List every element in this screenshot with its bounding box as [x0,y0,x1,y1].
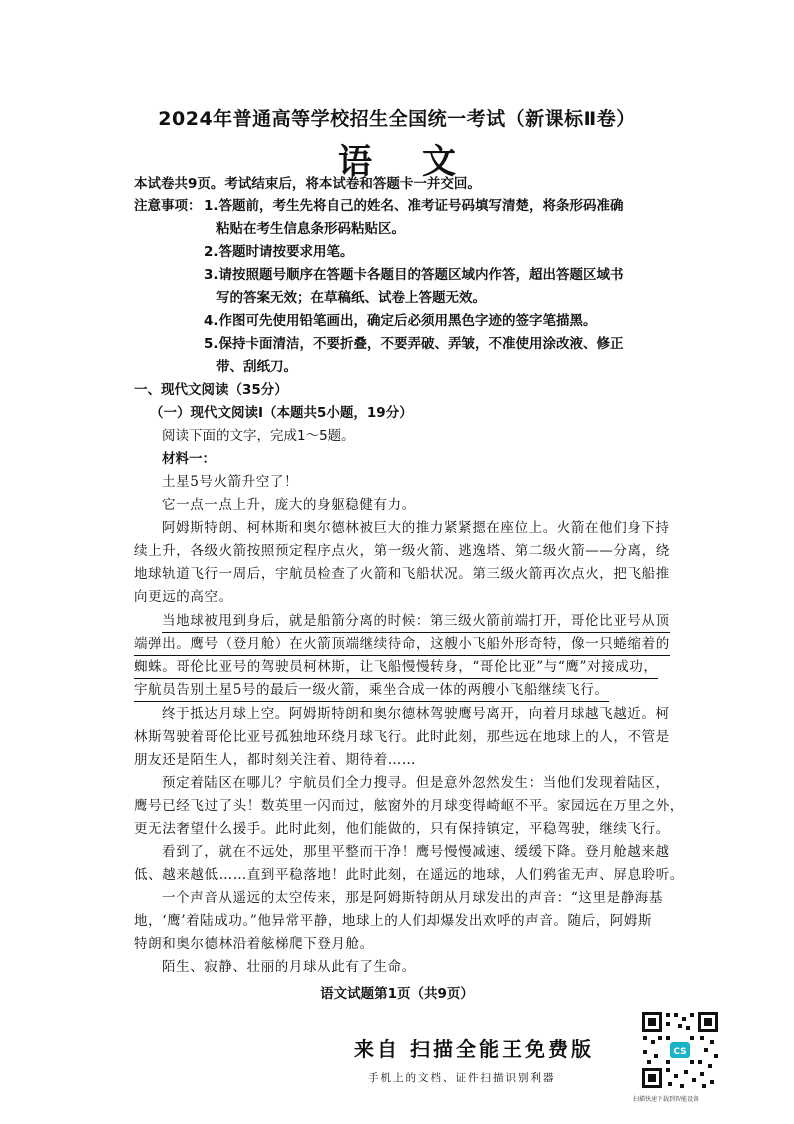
section-subheading: （一）现代文阅读Ⅰ（本题共5小题，19分） [150,405,413,421]
scanner-watermark: 来自 扫描全能王免费版 [354,1037,594,1061]
notice-label: 注意事项： [134,198,202,214]
passage-line: 陌生、寂静、壮丽的月球从此有了生命。 [162,959,416,975]
passage-line: 林斯驾驶着哥伦比亚号孤独地环绕月球飞行。此时此刻，那些远在地球上的人，不管是 [134,729,670,745]
passage-line: 地球轨道飞行一周后，宇航员检查了火箭和飞船状况。第三级火箭再次点火，把飞船推 [134,566,670,582]
passage-line: 续上升，各级火箭按照预定程序点火，第一级火箭、逃逸塔、第二级火箭——分离，绕 [134,543,670,559]
notice-item: 粘贴在考生信息条形码粘贴区。 [216,221,405,237]
passage-line: 它一点一点上升，庞大的身躯稳健有力。 [162,497,416,513]
underlined-line: 当地球被甩到身后，就是船箭分离的时候：第三级火箭前端打开，哥伦比亚号从顶 [162,611,670,633]
scanner-watermark-subtitle: 手机上的文档、证件扫描识别利器 [368,1072,556,1084]
passage-line: 特朗和奥尔德林沿着舷梯爬下登月舱。 [134,936,374,952]
passage-line: 鹰号已经飞过了头！数英里一闪而过，舷窗外的月球变得崎岖不平。家园远在万里之外， [134,798,684,814]
qr-code-icon [640,1010,720,1090]
page-footer: 语文试题第1页（共9页） [320,986,474,1002]
passage-line: 阿姆斯特朗、柯林斯和奥尔德林被巨大的推力紧紧摁在座位上。火箭在他们身下持 [162,520,670,536]
subject-char-1: 语 [338,142,372,182]
passage-line: 地，‘鹰’着陆成功。”他异常平静，地球上的人们却爆发出欢呼的声音。随后，阿姆斯 [134,913,653,929]
notice-item: 5.保持卡面清洁，不要折叠，不要弄破、弄皱，不准使用涂改液、修正 [204,336,624,352]
notice-item: 3.请按照题号顺序在答题卡各题目的答题区域内作答，超出答题区域书 [204,267,624,283]
passage-line: 低、越来越低……直到平稳落地！此时此刻，在遥远的地球，人们鸦雀无声、屏息聆听。 [134,867,684,883]
exam-title: 2024年普通高等学校招生全国统一考试（新课标Ⅱ卷） [158,108,636,130]
notice-item: 1.答题前，考生先将自己的姓名、准考证号码填写清楚，将条形码准确 [204,198,624,214]
section-heading: 一、现代文阅读（35分） [134,382,288,398]
subject-char-2: 文 [422,142,456,182]
underlined-line: 端弹出。鹰号（登月舱）在火箭顶端继续待命，这艘小飞船外形奇特，像一只蜷缩着的 [134,634,670,656]
qr-logo-text: CS [673,1047,687,1057]
material-label: 材料一： [162,451,216,467]
reading-instruction: 阅读下面的文字，完成1～5题。 [162,428,355,444]
notice-item: 4.作图可先使用铅笔画出，确定后必须用黑色字迹的签字笔描黑。 [204,313,597,329]
notice-item: 写的答案无效；在草稿纸、试卷上答题无效。 [216,290,486,306]
notice-item: 带、刮纸刀。 [216,359,297,375]
passage-line: 朋友还是陌生人，都时刻关注着、期待着…… [134,752,416,768]
qr-caption: 扫描快速下载到智能设备 [633,1096,700,1103]
passage-line: 预定着陆区在哪儿？宇航员们全力搜寻。但是意外忽然发生：当他们发现着陆区， [162,775,670,791]
intro-text: 本试卷共9页。考试结束后，将本试卷和答题卡一并交回。 [134,176,481,192]
passage-line: 土星5号火箭升空了！ [162,474,299,490]
passage-line: 向更远的高空。 [134,589,233,605]
passage-line: 看到了，就在不远处，那里平整而干净！鹰号慢慢减速、缓缓下降。登月舱越来越 [162,844,670,860]
underlined-line: 宇航员告别土星5号的最后一级火箭，乘坐合成一体的两艘小飞船继续飞行。 [134,680,609,702]
passage-line: 一个声音从遥远的太空传来，那是阿姆斯特朗从月球发出的声音：“这里是静海基 [162,890,664,906]
passage-line: 更无法奢望什么援手。此时此刻，他们能做的，只有保持镇定，平稳驾驶，继续飞行。 [134,821,670,837]
underlined-line: 蜘蛛。哥伦比亚号的驾驶员柯林斯，让飞船慢慢转身，“哥伦比亚”与“鹰”对接成功， [134,657,658,679]
passage-line: 终于抵达月球上空。阿姆斯特朗和奥尔德林驾驶鹰号离开，向着月球越飞越近。柯 [162,706,670,722]
notice-item: 2.答题时请按要求用笔。 [204,244,354,260]
